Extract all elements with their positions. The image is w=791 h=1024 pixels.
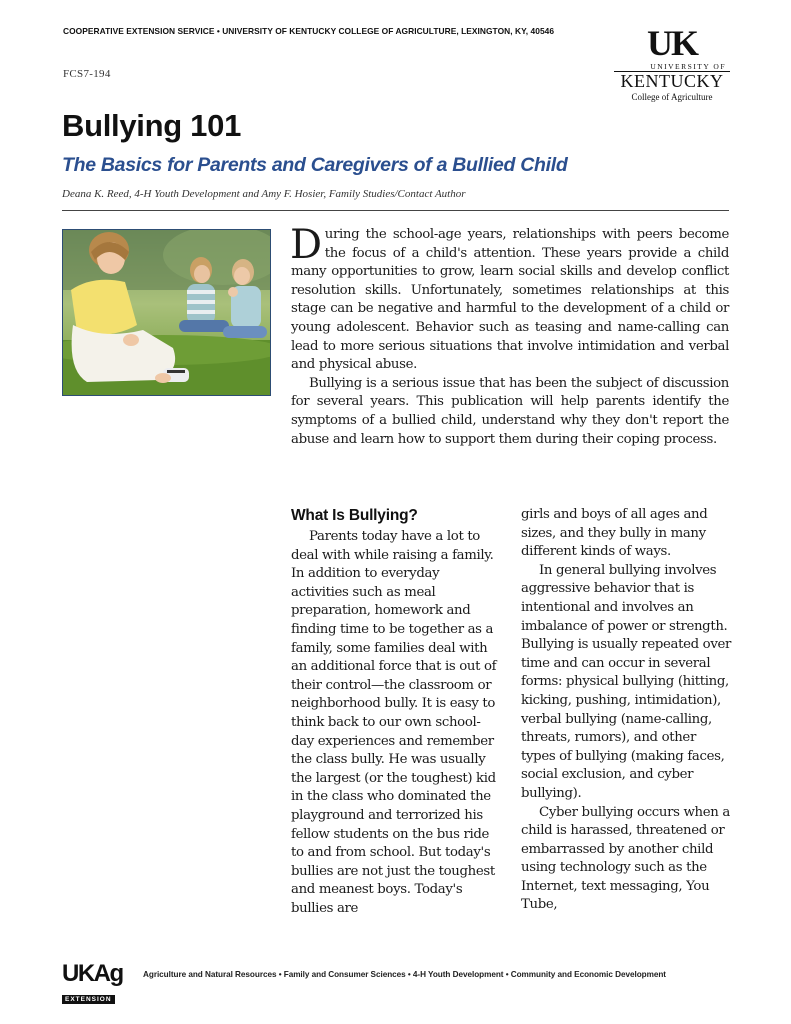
title-divider	[62, 210, 729, 211]
photo-girls-bullying-icon	[62, 229, 271, 396]
publication-number: FCS7-194	[63, 68, 111, 80]
org-line-bold: COOPERATIVE EXTENSION SERVICE	[63, 26, 215, 36]
column-right-paragraph-3: Cyber bullying occurs when a child is harassed, threatened or embarrassed by another child using technology such as the Internet, text messaging, You Tube,	[521, 804, 730, 913]
uk-logo-college: College of Agriculture	[631, 92, 713, 102]
ukag-logo-mark: UKAg	[62, 960, 123, 987]
uk-logo-kentucky: KENTUCKY	[614, 71, 730, 90]
ukag-logo-extension: EXTENSION	[62, 995, 115, 1004]
ukag-extension-logo	[62, 960, 128, 1003]
column-right-continuation: girls and boys of all ages and sizes, and they bully in many different kinds of ways.	[521, 507, 708, 560]
intro-paragraph-1-text: uring the school-age years, relationships with peers become the focus of a child's attention. These years provide a child many opportunities to grow, learn social skills and develop conflict resolution skills. Unfortunately, sometimes relationships at this stage can be negative and harmful to the development of a child or young adolescent. Behavior such as teasing and name-calling can lead to more serious situations that involve intimidation and verbal and physical abuse.	[291, 227, 729, 373]
uk-logo-mark: UK	[647, 23, 697, 63]
intro-text	[290, 222, 729, 449]
page-subtitle: The Basics for Parents and Caregivers of a Bullied Child	[62, 154, 568, 176]
org-line-rest: • UNIVERSITY OF KENTUCKY COLLEGE OF AGRICULTURE, LEXINGTON, KY, 40546	[214, 26, 555, 36]
column-left	[291, 506, 499, 918]
section-heading: What Is Bullying?	[291, 507, 418, 524]
uk-logo	[612, 23, 732, 106]
column-left-paragraph: Parents today have a lot to deal with while raising a family. In addition to everyday activities such as meal preparation, homework and finding time to be together as a family, some families deal with an additional force that is out of their control—the classroom or neighborhood bully. It is easy to think back to our own school-day experiences and remember the class bully. He was usually the largest (or the toughest) kid in the class who dominated the playground and terrorized his fellow students on the bus ride to and from school. But today's bullies are not just the toughest and meanest boys. Today's bullies are	[291, 529, 497, 916]
intro-paragraph-2: Bullying is a serious issue that has been the subject of discussion for several years. This publication will help parents identify the symptoms of a bullied child, understand why they don't report the abuse and learn how to support them during their coping process.	[291, 375, 729, 447]
column-right-paragraph-2: In general bullying involves aggressive behavior that is intentional and involves an imbalance of power or strength. Bullying is usually repeated over time and can occur in several forms: physical bullying (hitting, kicking, pushing, intimidation), verbal bullying (name-calling, threats, rumors), and other types of bullying (making faces, social exclusion, and cyber bullying).	[521, 562, 732, 801]
page-title: Bullying 101	[62, 108, 242, 143]
column-right	[521, 506, 731, 915]
intro-paragraph-1	[290, 222, 729, 375]
drop-cap: D	[290, 222, 322, 268]
header-org-line	[63, 26, 554, 36]
footer-programs: Agriculture and Natural Resources • Family and Consumer Sciences • 4-H Youth Development • Community and Economic Development	[143, 970, 666, 979]
uk-logo-university-of: UNIVERSITY OF	[650, 62, 726, 71]
authors-line: Deana K. Reed, 4-H Youth Development and Amy F. Hosier, Family Studies/Contact Author	[62, 188, 466, 200]
